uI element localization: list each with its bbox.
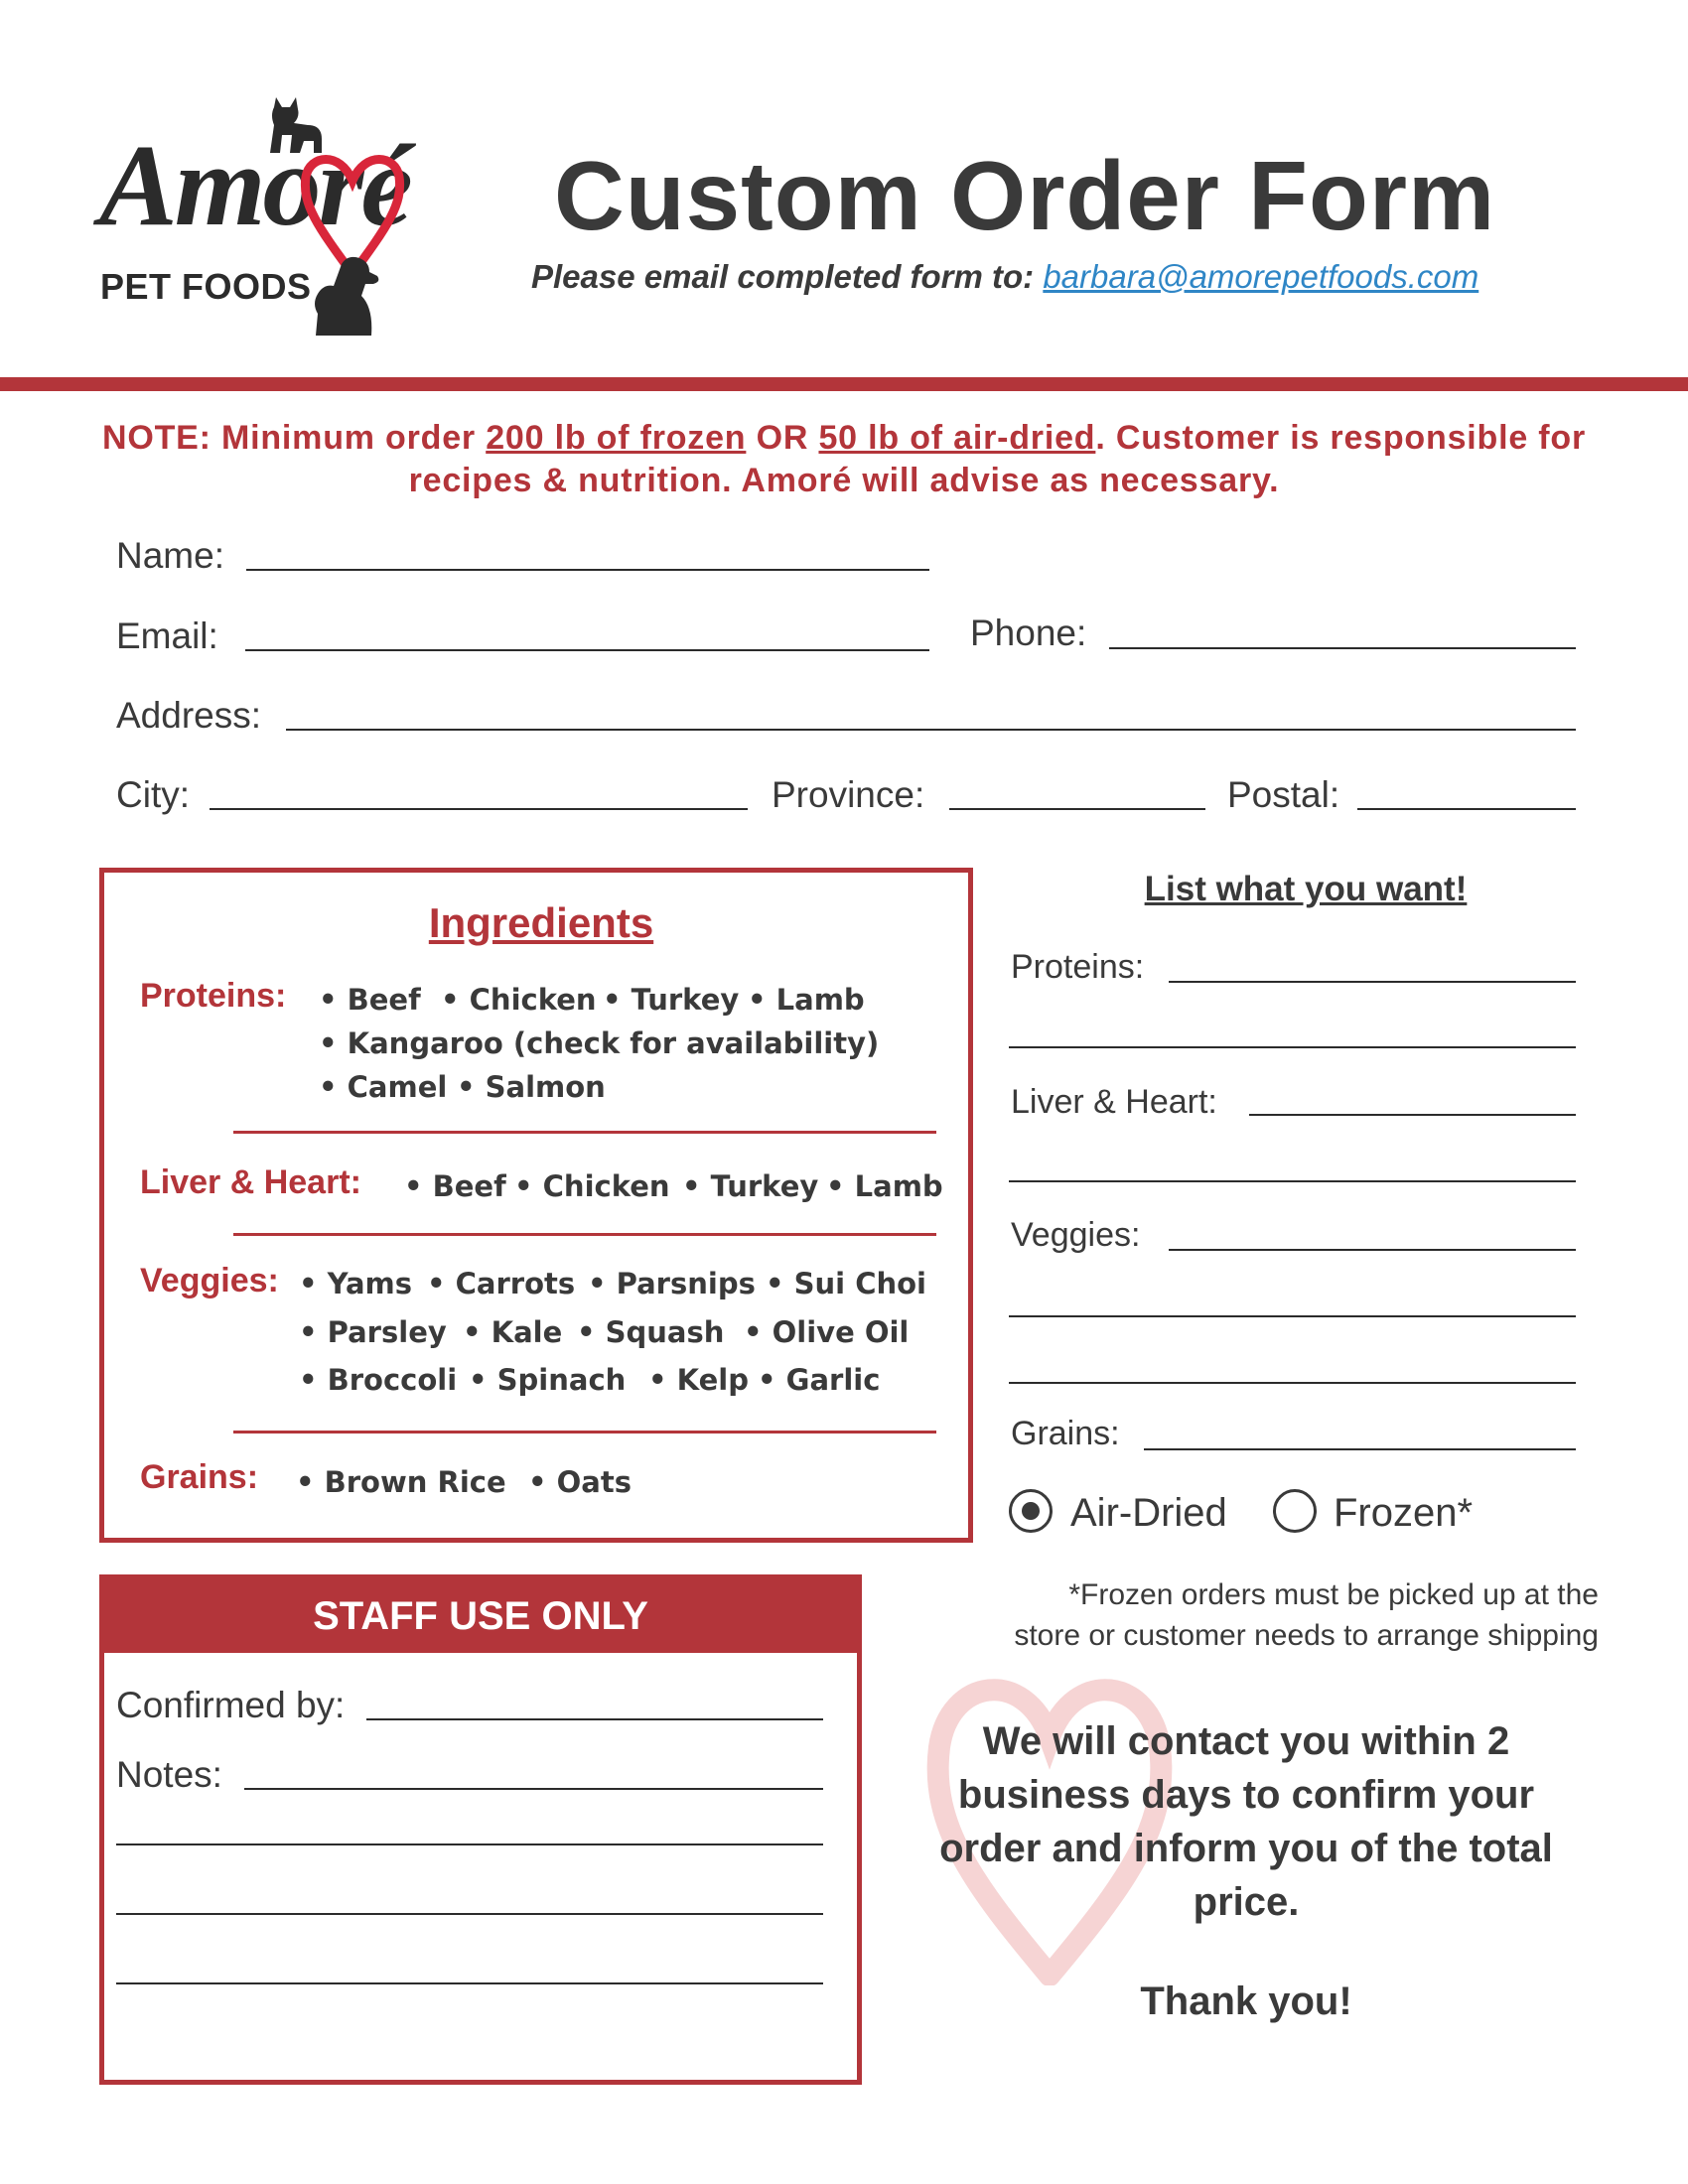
name-label: Name: xyxy=(116,535,224,576)
ingredient-item: • Turkey xyxy=(603,986,739,1015)
ingredients-title: Ingredients xyxy=(428,899,654,946)
air-dried-radio[interactable] xyxy=(1009,1489,1053,1533)
ingredient-item: • Parsnips xyxy=(588,1270,756,1298)
list-veggies-field-3[interactable] xyxy=(1009,1382,1576,1384)
list-proteins-label: Proteins: xyxy=(1011,948,1145,986)
ingredient-item: • Oats xyxy=(528,1468,632,1497)
city-field[interactable] xyxy=(210,808,748,810)
province-field[interactable] xyxy=(949,808,1205,810)
province-label: Province: xyxy=(772,774,925,815)
ingredient-item: • Lamb xyxy=(748,986,865,1015)
notes-field-line[interactable] xyxy=(116,1982,823,1984)
notes-label: Notes: xyxy=(116,1754,222,1795)
ingredient-item: • Carrots xyxy=(427,1270,575,1298)
address-field[interactable] xyxy=(286,729,1576,731)
ingredient-item: • Turkey xyxy=(682,1172,818,1201)
thank-you-message: Thank you! xyxy=(1140,1979,1352,2023)
staff-use-title: STAFF USE ONLY xyxy=(104,1579,857,1653)
radio-selected-dot xyxy=(1022,1502,1040,1520)
staff-use-box xyxy=(99,1574,862,2085)
list-veggies-field-2[interactable] xyxy=(1009,1315,1576,1317)
frozen-radio[interactable] xyxy=(1273,1489,1317,1533)
notes-field-line[interactable] xyxy=(116,1843,823,1845)
ingredients-box xyxy=(99,868,973,1543)
name-field[interactable] xyxy=(246,569,929,571)
ingredient-item: • Kelp xyxy=(648,1366,749,1395)
ingredient-item: • Camel xyxy=(319,1073,447,1102)
dog-silhouette-icon xyxy=(308,254,387,338)
postal-label: Postal: xyxy=(1227,774,1340,815)
list-proteins-field[interactable] xyxy=(1169,981,1576,983)
ingredient-item: • Beef xyxy=(319,986,421,1015)
confirmed-by-field[interactable] xyxy=(366,1718,823,1720)
ingredient-item: • Broccoli xyxy=(299,1366,457,1395)
phone-label: Phone: xyxy=(970,613,1087,653)
phone-field[interactable] xyxy=(1109,647,1576,649)
ingredient-item: • Beef xyxy=(404,1172,506,1201)
note-or: OR xyxy=(746,419,819,457)
frozen-label: Frozen* xyxy=(1334,1491,1474,1535)
list-liver-label: Liver & Heart: xyxy=(1011,1083,1217,1121)
proteins-category: Proteins: xyxy=(140,977,287,1015)
note-min-frozen: 200 lb of frozen xyxy=(486,419,747,457)
list-proteins-field-2[interactable] xyxy=(1009,1046,1576,1048)
liver-heart-category: Liver & Heart: xyxy=(140,1163,361,1201)
address-label: Address: xyxy=(116,695,262,736)
grains-category: Grains: xyxy=(140,1458,259,1496)
frozen-order-note xyxy=(914,1574,1599,1656)
note-min-air: 50 lb of air-dried xyxy=(818,419,1096,457)
ingredient-item: • Sui Choi xyxy=(766,1270,926,1298)
contact-message: We will contact you within 2 business days to confirm your order and inform you of the total price. xyxy=(939,1719,1553,1924)
list-liver-field[interactable] xyxy=(1249,1114,1576,1116)
minimum-order-note xyxy=(60,417,1628,502)
list-liver-field-2[interactable] xyxy=(1009,1180,1576,1182)
divider xyxy=(233,1233,936,1236)
confirmed-by-label: Confirmed by: xyxy=(116,1685,346,1725)
postal-field[interactable] xyxy=(1357,808,1576,810)
ingredient-item: • Lamb xyxy=(826,1172,943,1201)
ingredient-item: • Salmon xyxy=(457,1073,606,1102)
email-prefix: Please email completed form to: xyxy=(531,258,1035,295)
ingredient-item: • Chicken xyxy=(441,986,597,1015)
ingredient-item: • Chicken xyxy=(514,1172,670,1201)
divider xyxy=(233,1431,936,1433)
logo-wordmark: Amoré xyxy=(99,120,410,250)
email-instruction xyxy=(531,260,1478,293)
header-divider xyxy=(0,377,1688,391)
email-label: Email: xyxy=(116,615,218,656)
ingredient-item: • Yams xyxy=(299,1270,412,1298)
list-grains-field[interactable] xyxy=(1144,1448,1576,1450)
logo-subtitle: PET FOODS xyxy=(100,266,312,307)
ingredient-item: • Garlic xyxy=(758,1366,880,1395)
page-title: Custom Order Form xyxy=(554,141,1496,250)
note-part1: NOTE: Minimum order xyxy=(101,419,487,457)
notes-field-line[interactable] xyxy=(116,1913,823,1915)
email-field[interactable] xyxy=(245,649,929,651)
divider xyxy=(233,1131,936,1134)
list-grains-label: Grains: xyxy=(1011,1415,1120,1452)
city-label: City: xyxy=(116,774,190,815)
ingredient-item: • Squash xyxy=(577,1318,724,1347)
list-veggies-field[interactable] xyxy=(1169,1249,1576,1251)
ingredient-item: • Olive Oil xyxy=(744,1318,909,1347)
ingredient-item: • Kale xyxy=(463,1318,562,1347)
air-dried-label: Air-Dried xyxy=(1070,1491,1227,1535)
list-title: List what you want! xyxy=(1144,870,1468,908)
ingredient-item: • Parsley xyxy=(299,1318,447,1347)
ingredient-item: • Spinach xyxy=(469,1366,626,1395)
veggies-category: Veggies: xyxy=(140,1262,279,1299)
ingredient-item: • Kangaroo (check for availability) xyxy=(319,1029,879,1058)
email-link[interactable]: barbara@amorepetfoods.com xyxy=(1043,258,1479,295)
frozen-note-line1: *Frozen orders must be picked up at the xyxy=(1068,1578,1599,1611)
ingredient-item: • Brown Rice xyxy=(296,1468,506,1497)
notes-field[interactable] xyxy=(244,1788,823,1790)
frozen-note-line2: store or customer needs to arrange shipping xyxy=(1014,1619,1599,1652)
note-part2: . Customer is responsible for recipes & nutrition. Amoré will advise as necessary. xyxy=(408,419,1587,499)
list-veggies-label: Veggies: xyxy=(1011,1216,1141,1254)
